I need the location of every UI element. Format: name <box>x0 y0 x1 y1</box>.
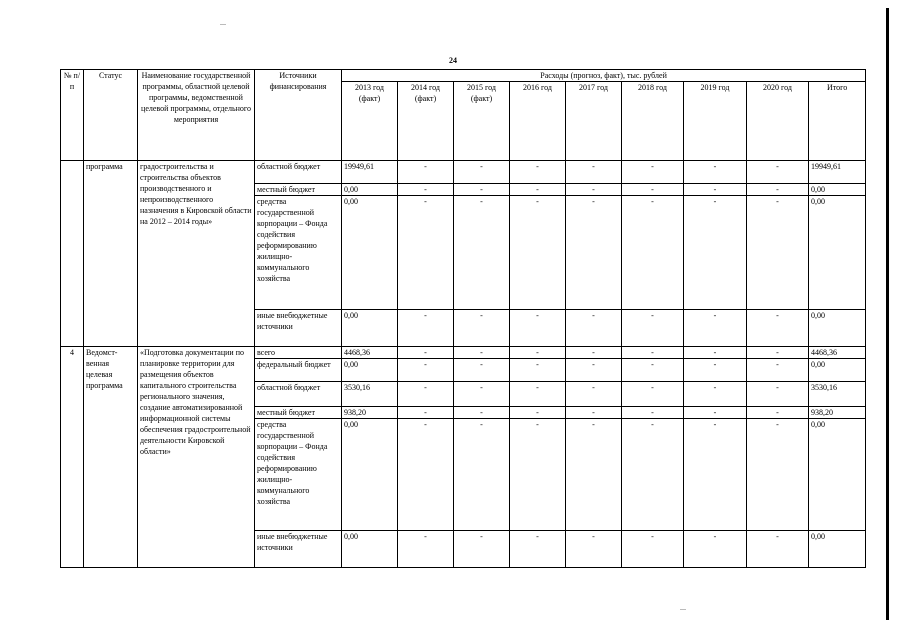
value-cell: - <box>398 161 454 184</box>
source-cell: иные внебюджетные источники <box>255 310 342 347</box>
source-cell: местный бюджет <box>255 184 342 196</box>
value-cell: - <box>566 359 622 382</box>
value-cell: - <box>398 531 454 568</box>
value-cell: - <box>510 359 566 382</box>
source-cell: средства государственной корпорации – Фонда содействия реформированию жилищно-коммунального хозяйства <box>255 196 342 310</box>
value-cell: - <box>454 382 510 407</box>
value-cell: - <box>684 161 747 184</box>
value-cell: - <box>398 382 454 407</box>
value-cell: - <box>398 347 454 359</box>
total-cell: 0,00 <box>809 310 866 347</box>
value-cell: - <box>622 347 684 359</box>
program-name-cell: «Подготовка документации по планировке территории для размещения объектов капитального строительства регионального значения, создание автоматизированной информационной системы обеспечения градостроительной деятельности Кировской области» <box>138 347 255 568</box>
value-cell: - <box>566 382 622 407</box>
value-cell: - <box>454 419 510 531</box>
total-cell: 19949,61 <box>809 161 866 184</box>
value-cell: - <box>510 531 566 568</box>
header-year: 2016 год <box>510 82 566 161</box>
header-year: 2014 год (факт) <box>398 82 454 161</box>
value-cell: - <box>622 407 684 419</box>
value-cell: - <box>566 184 622 196</box>
value-cell: - <box>398 359 454 382</box>
value-cell: - <box>747 196 809 310</box>
source-cell: областной бюджет <box>255 382 342 407</box>
source-cell: иные внебюджетные источники <box>255 531 342 568</box>
budget-table <box>60 69 866 568</box>
value-cell: - <box>622 359 684 382</box>
value-cell: - <box>684 184 747 196</box>
page-number: 24 <box>449 56 457 65</box>
scan-speck <box>680 609 686 610</box>
value-cell: 0,00 <box>342 359 398 382</box>
value-cell: - <box>454 184 510 196</box>
header-year: 2017 год <box>566 82 622 161</box>
value-cell: - <box>454 161 510 184</box>
total-cell: 0,00 <box>809 184 866 196</box>
value-cell: 4468,36 <box>342 347 398 359</box>
header-name: Наименование государственной программы, областной целевой программы, ведомственной целевой программы, отдельного мероприятия <box>138 70 255 161</box>
source-cell: федеральный бюджет <box>255 359 342 382</box>
table-row <box>61 347 866 359</box>
scan-edge-line <box>886 8 889 620</box>
value-cell: 3530,16 <box>342 382 398 407</box>
row-num-cell <box>61 161 84 347</box>
status-cell: программа <box>84 161 138 347</box>
value-cell: - <box>747 359 809 382</box>
header-num: № п/п <box>61 70 84 161</box>
total-cell: 4468,36 <box>809 347 866 359</box>
value-cell: - <box>454 347 510 359</box>
value-cell: - <box>454 196 510 310</box>
value-cell: - <box>566 407 622 419</box>
value-cell: - <box>747 347 809 359</box>
value-cell: - <box>622 184 684 196</box>
value-cell: - <box>566 531 622 568</box>
header-sources: Источники финансирования <box>255 70 342 161</box>
value-cell: - <box>747 407 809 419</box>
value-cell: - <box>454 407 510 419</box>
value-cell: - <box>566 310 622 347</box>
value-cell: - <box>454 310 510 347</box>
value-cell: - <box>510 347 566 359</box>
value-cell: - <box>747 161 809 184</box>
value-cell: - <box>566 196 622 310</box>
status-cell: Ведомст-венная целевая программа <box>84 347 138 568</box>
header-year: 2019 год <box>684 82 747 161</box>
header-year: 2013 год (факт) <box>342 82 398 161</box>
value-cell: - <box>510 310 566 347</box>
value-cell: - <box>454 531 510 568</box>
scan-speck <box>220 24 226 25</box>
value-cell: - <box>684 310 747 347</box>
value-cell: - <box>622 419 684 531</box>
value-cell: - <box>510 407 566 419</box>
value-cell: - <box>684 382 747 407</box>
value-cell: - <box>684 531 747 568</box>
value-cell: 0,00 <box>342 184 398 196</box>
source-cell: средства государственной корпорации – Фонда содействия реформированию жилищно-коммунального хозяйства <box>255 419 342 531</box>
value-cell: - <box>510 382 566 407</box>
value-cell: - <box>747 184 809 196</box>
value-cell: - <box>622 531 684 568</box>
value-cell: - <box>398 419 454 531</box>
value-cell: - <box>684 347 747 359</box>
total-cell: 0,00 <box>809 531 866 568</box>
value-cell: 0,00 <box>342 196 398 310</box>
source-cell: всего <box>255 347 342 359</box>
value-cell: - <box>510 161 566 184</box>
value-cell: - <box>510 419 566 531</box>
value-cell: - <box>684 359 747 382</box>
total-cell: 0,00 <box>809 419 866 531</box>
header-total: Итого <box>809 82 866 161</box>
source-cell: местный бюджет <box>255 407 342 419</box>
value-cell: 0,00 <box>342 531 398 568</box>
total-cell: 0,00 <box>809 359 866 382</box>
value-cell: - <box>398 184 454 196</box>
value-cell: - <box>684 419 747 531</box>
value-cell: - <box>566 419 622 531</box>
value-cell: - <box>622 382 684 407</box>
row-num-cell: 4 <box>61 347 84 568</box>
header-year: 2020 год <box>747 82 809 161</box>
header-year: 2018 год <box>622 82 684 161</box>
total-cell: 3530,16 <box>809 382 866 407</box>
value-cell: - <box>398 196 454 310</box>
value-cell: - <box>684 407 747 419</box>
value-cell: - <box>454 359 510 382</box>
header-year: 2015 год (факт) <box>454 82 510 161</box>
value-cell: 0,00 <box>342 310 398 347</box>
total-cell: 0,00 <box>809 196 866 310</box>
value-cell: 19949,61 <box>342 161 398 184</box>
value-cell: - <box>566 347 622 359</box>
source-cell: областной бюджет <box>255 161 342 184</box>
value-cell: - <box>398 407 454 419</box>
value-cell: 0,00 <box>342 419 398 531</box>
value-cell: - <box>622 310 684 347</box>
table-row <box>61 161 866 184</box>
value-cell: 938,20 <box>342 407 398 419</box>
value-cell: - <box>747 531 809 568</box>
value-cell: - <box>622 161 684 184</box>
value-cell: - <box>510 184 566 196</box>
total-cell: 938,20 <box>809 407 866 419</box>
value-cell: - <box>398 310 454 347</box>
program-name-cell: градостроительства и строительства объектов производственного и непроизводственного назначения в Кировской области на 2012 – 2014 годы» <box>138 161 255 347</box>
header-expenses: Расходы (прогноз, факт), тыс. рублей <box>342 70 866 82</box>
header-status: Статус <box>84 70 138 161</box>
value-cell: - <box>747 310 809 347</box>
value-cell: - <box>747 382 809 407</box>
value-cell: - <box>622 196 684 310</box>
value-cell: - <box>747 419 809 531</box>
value-cell: - <box>684 196 747 310</box>
value-cell: - <box>566 161 622 184</box>
value-cell: - <box>510 196 566 310</box>
